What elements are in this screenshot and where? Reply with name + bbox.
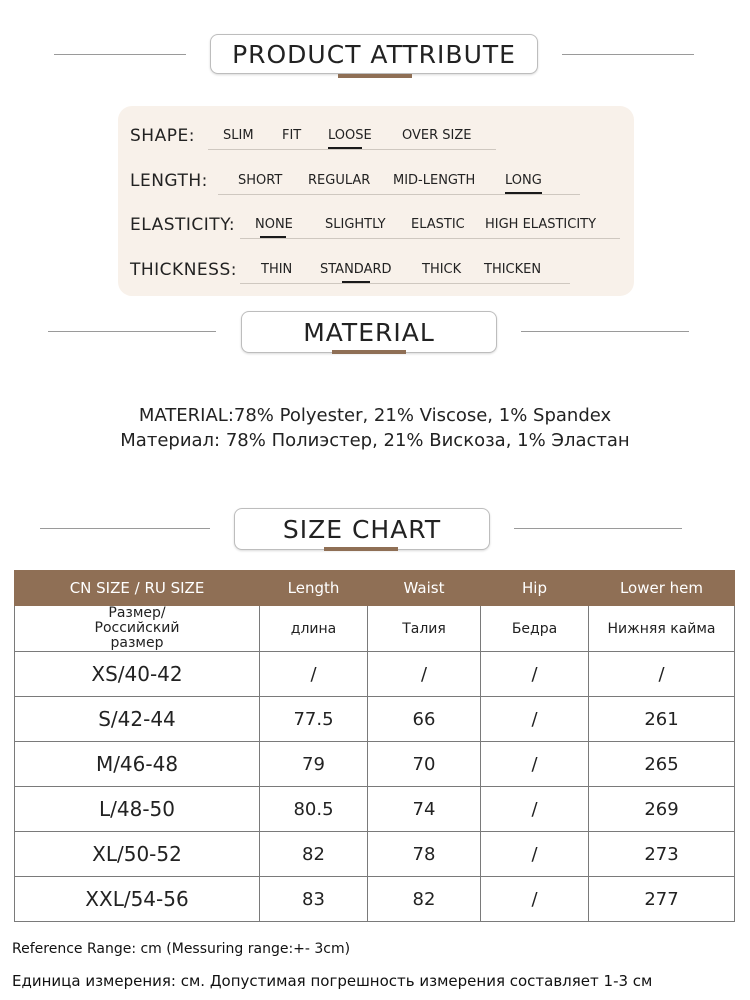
attribute-label: THICKNESS: [130,260,237,280]
attribute-label: ELASTICITY: [130,215,236,235]
header-lower-hem: Lower hem [589,571,735,606]
cell-lower-hem: 265 [589,742,735,787]
cell-hip: / [481,877,589,922]
table-row [15,652,735,697]
table-row [15,877,735,922]
ru-header-length: длина [260,606,368,652]
cell-lower-hem: 269 [589,787,735,832]
cell-size: XS/40-42 [15,652,260,697]
ru-header-size: Размер/Российский размер [15,606,260,652]
heading-text: SIZE CHART [282,514,442,544]
material-heading [0,311,750,355]
product-attribute-heading [0,34,750,78]
attribute-row-elasticity [118,209,634,239]
option-slim: SLIM [223,128,254,143]
divider-left [48,331,216,332]
attribute-label: LENGTH: [130,171,208,191]
option-short: SHORT [238,173,283,188]
cell-lower-hem: / [589,652,735,697]
cell-hip: / [481,742,589,787]
table-row [15,697,735,742]
divider-left [54,54,186,55]
table-row [15,787,735,832]
attribute-label: SHAPE: [130,126,195,146]
divider-left [40,528,210,529]
cell-size: XL/50-52 [15,832,260,877]
cell-size: M/46-48 [15,742,260,787]
option-mid-length: MID-LENGTH [393,173,476,188]
cell-length: / [260,652,368,697]
option-loose: LOOSE [328,128,372,143]
heading-pill [210,34,538,74]
attribute-row-length [118,165,634,195]
row-rule [240,238,620,239]
attribute-row-thickness [118,254,634,284]
heading-text: MATERIAL [303,317,435,347]
reference-note-en: Reference Range: cm (Messuring range:+- 3cm) [12,941,351,957]
reference-note-ru: Единица измерения: см. Допустимая погрешность измерения составляет 1-3 см [12,972,653,990]
option-standard: STANDARD [320,262,392,277]
ru-header-lower-hem: Нижняя кайма [589,606,735,652]
option-elastic: ELASTIC [411,217,465,232]
option-thin: THIN [261,262,293,277]
option-thicken: THICKEN [484,262,542,277]
cell-hip: / [481,697,589,742]
option-over-size: OVER SIZE [402,128,472,143]
cell-waist: 74 [368,787,481,832]
cell-size: L/48-50 [15,787,260,832]
heading-pill [241,311,497,353]
heading-pill [234,508,490,550]
cell-waist: / [368,652,481,697]
size-chart-heading [0,508,750,552]
cell-length: 79 [260,742,368,787]
header-cn-size: CN SIZE / RU SIZE [15,571,260,606]
option-fit: FIT [282,128,302,143]
attribute-panel [118,106,634,296]
divider-right [521,331,689,332]
cell-length: 83 [260,877,368,922]
cell-length: 82 [260,832,368,877]
ru-header-waist: Талия [368,606,481,652]
heading-underbar [324,547,398,551]
table-ru-header-row [15,606,735,652]
material-text-en: MATERIAL:78% Polyester, 21% Viscose, 1% Spandex [138,405,612,426]
table-row [15,742,735,787]
cell-lower-hem: 277 [589,877,735,922]
cell-hip: / [481,787,589,832]
heading-text: PRODUCT ATTRIBUTE [232,39,516,69]
cell-hip: / [481,832,589,877]
table-header-row [15,571,735,606]
cell-length: 80.5 [260,787,368,832]
cell-lower-hem: 273 [589,832,735,877]
cell-size: XXL/54-56 [15,877,260,922]
cell-size: S/42-44 [15,697,260,742]
attribute-row-shape [118,120,634,150]
option-high-elasticity: HIGH ELASTICITY [485,217,597,232]
cell-hip: / [481,652,589,697]
cell-waist: 78 [368,832,481,877]
divider-right [514,528,682,529]
option-none: NONE [255,217,293,232]
row-rule [240,283,570,284]
heading-underbar [332,350,406,354]
cell-lower-hem: 261 [589,697,735,742]
header-length: Length [260,571,368,606]
header-hip: Hip [481,571,589,606]
cell-waist: 66 [368,697,481,742]
row-rule [218,194,580,195]
ru-header-hip: Бедра [481,606,589,652]
row-rule [208,149,496,150]
cell-waist: 70 [368,742,481,787]
cell-waist: 82 [368,877,481,922]
option-long: LONG [505,173,542,188]
header-waist: Waist [368,571,481,606]
cell-length: 77.5 [260,697,368,742]
option-thick: THICK [422,262,462,277]
option-slightly: SLIGHTLY [325,217,386,232]
divider-right [562,54,694,55]
option-regular: REGULAR [308,173,371,188]
heading-underbar [338,74,412,78]
table-row [15,832,735,877]
material-text-ru: Материал: 78% Полиэстер, 21% Вискоза, 1% Эластан [120,430,630,451]
size-table [14,570,735,922]
